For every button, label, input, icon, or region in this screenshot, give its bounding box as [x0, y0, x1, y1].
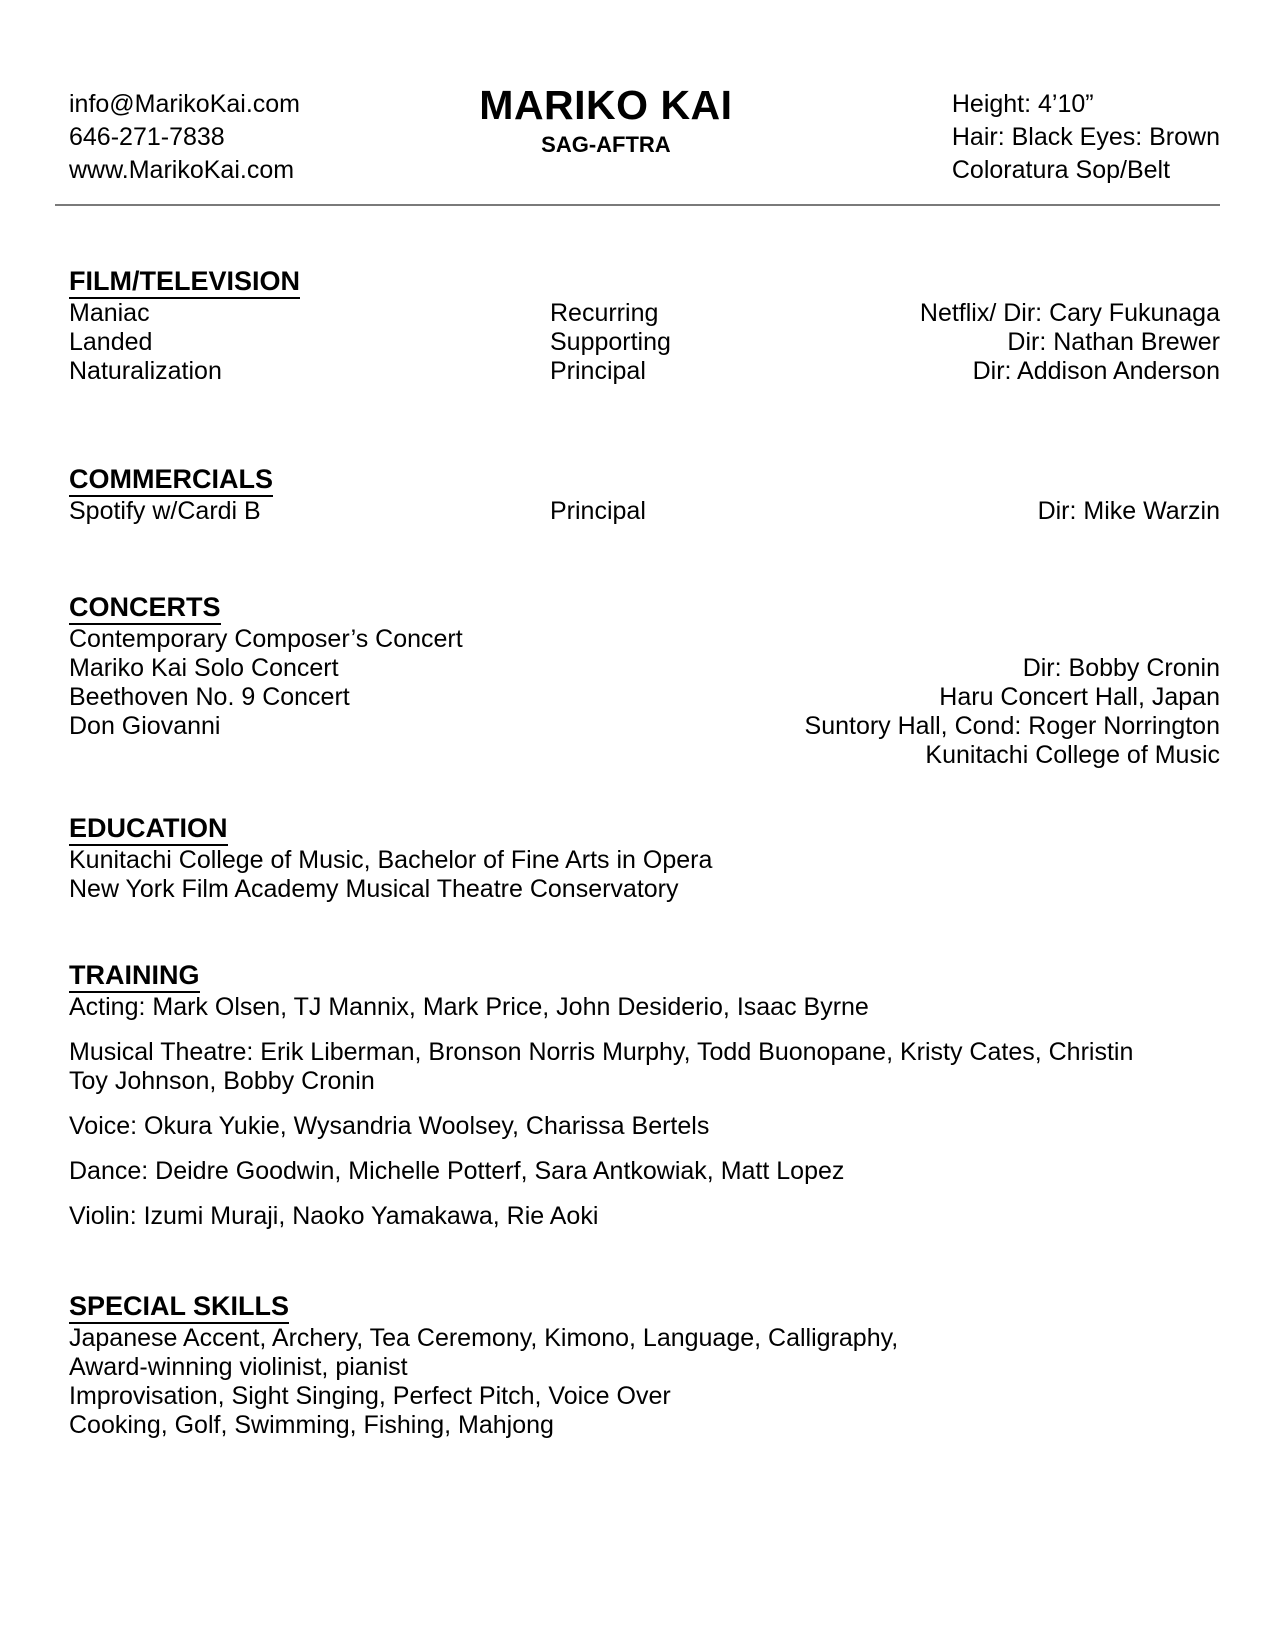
credit-house: Dir: Nathan Brewer — [1007, 328, 1220, 356]
resume-header — [55, 0, 1220, 187]
list-item: Contemporary Composer’s Concert — [69, 625, 463, 653]
credit-title: Maniac — [69, 299, 150, 327]
list-item: Haru Concert Hall, Japan — [939, 683, 1220, 711]
credit-house: Dir: Addison Anderson — [972, 357, 1220, 385]
section-commercials — [55, 464, 1220, 526]
credit-house: Dir: Mike Warzin — [1037, 497, 1220, 525]
training-entry: Acting: Mark Olsen, TJ Mannix, Mark Price, John Desiderio, Isaac Byrne — [69, 993, 869, 1021]
credit-role: Supporting — [550, 328, 671, 356]
list-item: Mariko Kai Solo Concert — [69, 654, 339, 682]
contact-email: info@MarikoKai.com — [69, 90, 301, 118]
list-item: Kunitachi College of Music — [925, 741, 1220, 769]
table-row — [69, 299, 1220, 328]
table-row — [69, 357, 1220, 386]
section-heading-education: EDUCATION — [69, 813, 228, 846]
list-item: New York Film Academy Musical Theatre Conservatory — [69, 875, 679, 903]
training-entry: Dance: Deidre Goodwin, Michelle Potterf, Sara Antkowiak, Matt Lopez — [69, 1157, 845, 1185]
list-item: Cooking, Golf, Swimming, Fishing, Mahjong — [69, 1411, 554, 1439]
list-item: Kunitachi College of Music, Bachelor of Fine Arts in Opera — [69, 846, 713, 874]
contact-phone: 646-271-7838 — [69, 123, 225, 151]
union-affiliation: SAG-AFTRA — [541, 132, 671, 157]
training-entry: Musical Theatre: Erik Liberman, Bronson Norris Murphy, Todd Buonopane, Kristy Cates, Christin Toy Johnson, Bobby Cronin — [69, 1038, 1134, 1095]
table-row — [69, 497, 1220, 526]
credit-role: Principal — [550, 357, 646, 385]
name-and-union — [300, 82, 952, 160]
credit-title: Naturalization — [69, 357, 222, 385]
section-heading-film-television: FILM/TELEVISION — [69, 266, 300, 299]
list-item: Suntory Hall, Cond: Roger Norrington — [804, 712, 1220, 740]
concert-venues — [805, 654, 1220, 770]
stat-hair-eyes: Hair: Black Eyes: Brown — [951, 123, 1220, 151]
section-training — [55, 960, 1220, 1231]
training-entry: Voice: Okura Yukie, Wysandria Woolsey, Charissa Bertels — [69, 1112, 710, 1140]
contact-info — [55, 88, 300, 187]
section-heading-commercials: COMMERCIALS — [69, 464, 273, 497]
stat-height: Height: 4’10” — [951, 90, 1094, 118]
credit-title: Spotify w/Cardi B — [69, 497, 261, 525]
contact-website: www.MarikoKai.com — [69, 156, 295, 184]
stat-voice-type: Coloratura Sop/Belt — [951, 156, 1171, 184]
page-title: MARIKO KAI — [479, 82, 733, 128]
list-item: Award-winning violinist, pianist — [69, 1353, 408, 1381]
section-heading-special-skills: SPECIAL SKILLS — [69, 1291, 289, 1324]
list-item: Dir: Bobby Cronin — [1022, 654, 1220, 682]
section-special-skills — [55, 1291, 1220, 1440]
credit-role: Principal — [550, 497, 646, 525]
section-concerts — [55, 592, 1220, 769]
list-item: Beethoven No. 9 Concert — [69, 683, 350, 711]
concerts-grid — [69, 625, 1220, 769]
training-entry: Violin: Izumi Muraji, Naoko Yamakawa, Rie Aoki — [69, 1202, 599, 1230]
credit-title: Landed — [69, 328, 153, 356]
credit-role: Recurring — [550, 299, 659, 327]
section-education — [55, 813, 1220, 904]
physical-stats — [952, 88, 1220, 187]
list-item: Japanese Accent, Archery, Tea Ceremony, Kimono, Language, Calligraphy, — [69, 1324, 899, 1352]
credit-house: Netflix/ Dir: Cary Fukunaga — [919, 299, 1220, 327]
section-heading-training: TRAINING — [69, 960, 200, 993]
list-item: Don Giovanni — [69, 712, 221, 740]
section-film-television — [55, 266, 1220, 386]
list-item: Improvisation, Sight Singing, Perfect Pitch, Voice Over — [69, 1382, 671, 1410]
section-heading-concerts: CONCERTS — [69, 592, 221, 625]
table-row — [69, 328, 1220, 357]
